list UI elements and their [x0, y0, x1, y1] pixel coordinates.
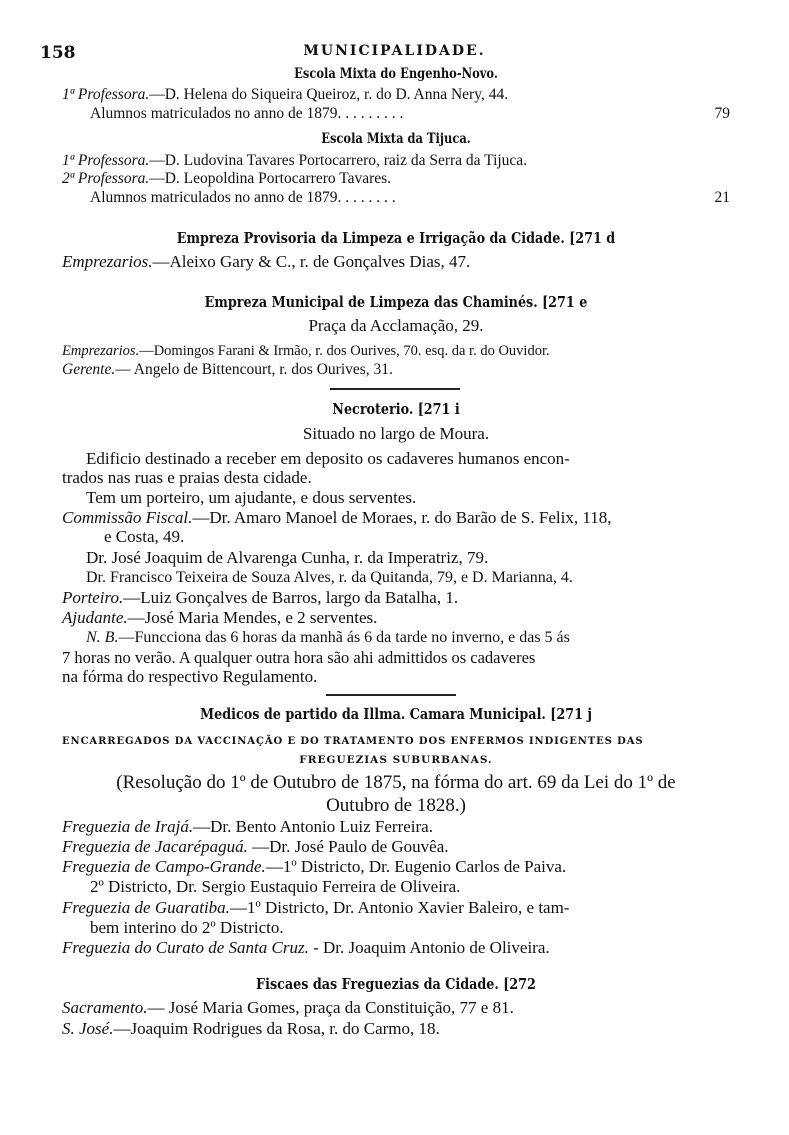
entry-label: Freguezia de Guaratiba.	[62, 898, 230, 917]
entry-line	[62, 361, 730, 379]
entry-label: Freguezia do Curato de Santa Cruz.	[62, 938, 309, 957]
running-head: MUNICIPALIDADE.	[303, 43, 486, 59]
entry-line	[62, 609, 730, 627]
heading-text: Empreza Municipal de Limpeza das Chaminés. [271 e	[204, 293, 588, 311]
paragraph-text: na fórma do respectivo Regulamento.	[62, 667, 318, 686]
entry-label: Sacramento.	[62, 998, 148, 1017]
entry-text: —D. Ludovina Tavares Portocarrero, raiz da Serra da Tijuca.	[149, 152, 528, 169]
heading-text: Medicos de partido da Illma. Camara Municipal. [271 j	[199, 705, 592, 723]
entry-label: Porteiro.	[62, 588, 124, 607]
entry-line	[62, 253, 730, 271]
entry-line	[86, 569, 754, 587]
entry-text: —D. Leopoldina Portocarrero Tavares.	[149, 170, 392, 187]
subheading-text: FREGUEZIAS SUBURBANAS.	[299, 754, 493, 766]
entry-line	[62, 170, 730, 188]
entry-line	[104, 528, 772, 546]
entry-label: N. B.	[86, 629, 119, 646]
heading-text: Escola Mixta da Tijuca.	[321, 131, 471, 147]
subheading	[62, 751, 730, 769]
entry-text: - Dr. Joaquim Antonio de Oliveira.	[308, 938, 550, 957]
subheading	[62, 733, 730, 751]
entry-line	[62, 838, 730, 856]
paragraph-text: Edificio destinado a receber em deposito os cadaveres humanos encon-	[86, 449, 570, 468]
section-heading	[112, 229, 680, 247]
page-number: 158	[40, 43, 76, 63]
entry-line	[62, 86, 730, 104]
entry-text: —Domingos Farani & Irmão, r. dos Ourives, 70. esq. da r. do Ouvidor.	[139, 343, 550, 359]
entry-text: —D. Helena do Siqueira Queiroz, r. do D. Anna Nery, 44.	[149, 86, 509, 103]
entry-text: —Dr. José Paulo de Gouvêa.	[247, 837, 449, 856]
address-text: Situado no largo de Moura.	[302, 424, 490, 443]
entry-label: Emprezarios.	[62, 252, 153, 271]
entry-text: —1º Districto, Dr. Antonio Xavier Baleiro, e tam-	[229, 898, 570, 917]
section-divider	[330, 388, 460, 390]
entry-text: — José Maria Gomes, praça da Constituição, 77 e 81.	[147, 998, 514, 1017]
entry-text: Dr. Francisco Teixeira de Souza Alves, r. da Quitanda, 79, e D. Marianna, 4.	[86, 569, 573, 586]
entry-text: — Angelo de Bittencourt, r. dos Ourives, 31.	[115, 361, 393, 378]
entry-text: —Aleixo Gary & C., r. de Gonçalves Dias, 47.	[152, 252, 471, 271]
resolution-text: Outubro de 1828.)	[326, 795, 466, 816]
paragraph-text: Tem um porteiro, um ajudante, e dous serventes.	[86, 488, 417, 507]
heading-text: Escola Mixta do Engenho-Novo.	[294, 66, 498, 82]
resolution-line	[62, 795, 730, 817]
count-value: 21	[714, 189, 730, 206]
entry-text: 2º Districto, Dr. Sergio Eustaquio Ferreira de Oliveira.	[90, 877, 461, 896]
entry-text: —Joaquim Rodrigues da Rosa, r. do Carmo, 18.	[113, 1019, 440, 1038]
address-line	[62, 317, 730, 335]
entry-text: —1º Districto, Dr. Eugenio Carlos de Paiva.	[265, 857, 567, 876]
entry-label: Freguezia de Irajá.	[62, 817, 194, 836]
entry-line	[62, 858, 730, 876]
count-value: 79	[714, 105, 730, 122]
paragraph-text: 7 horas no verão. A qualquer outra hora são ahi admittidos os cadaveres	[62, 648, 536, 667]
entry-label: Commissão Fiscal.	[62, 508, 193, 527]
section-heading	[112, 400, 680, 418]
entry-text: Alumnos matriculados no anno de 1879. . . . . . . .	[90, 189, 396, 206]
entry-line	[62, 152, 730, 170]
paragraph-line	[86, 489, 754, 507]
entry-line	[86, 629, 754, 647]
entry-label: 1ª Professora.	[62, 152, 150, 169]
paragraph-text: trados nas ruas e praias desta cidade.	[62, 468, 312, 487]
entry-line	[90, 189, 730, 207]
paragraph-line	[86, 450, 754, 468]
resolution-text: (Resolução do 1º de Outubro de 1875, na fórma do art. 69 da Lei do 1º de	[116, 772, 676, 793]
paragraph-line	[62, 649, 730, 667]
resolution-line	[62, 772, 730, 794]
entry-text: —Dr. Amaro Manoel de Moraes, r. do Barão de S. Felix, 118,	[192, 508, 612, 527]
entry-text: e Costa, 49.	[104, 527, 185, 546]
heading-text: Fiscaes das Freguezias da Cidade. [272	[256, 975, 536, 993]
entry-label: Ajudante.	[62, 608, 128, 627]
entry-line	[86, 549, 754, 567]
entry-label: Freguezia de Jacarépaguá.	[62, 837, 248, 856]
entry-line	[62, 342, 730, 360]
address-line	[62, 425, 730, 443]
entry-line	[90, 105, 730, 123]
paragraph-line	[62, 469, 730, 487]
heading-text: Necroterio. [271 i	[332, 400, 460, 418]
entry-line	[62, 509, 730, 527]
entry-label: 1ª Professora.	[62, 86, 150, 103]
entry-text: Dr. José Joaquim de Alvarenga Cunha, r. da Imperatriz, 79.	[86, 548, 489, 567]
subheading-text: ENCARREGADOS DA VACCINAÇÃO E DO TRATAMENTO DOS ENFERMOS INDIGENTES DAS	[62, 736, 644, 747]
section-heading	[112, 975, 680, 993]
section-heading	[112, 705, 680, 723]
address-text: Praça da Acclamação, 29.	[308, 316, 484, 335]
entry-line	[90, 919, 758, 937]
entry-label: Gerente.	[62, 361, 116, 378]
entry-line	[90, 878, 758, 896]
section-divider	[326, 694, 456, 696]
paragraph-line	[62, 668, 730, 686]
entry-text: —Luiz Gonçalves de Barros, largo da Batalha, 1.	[123, 588, 459, 607]
entry-line	[62, 818, 730, 836]
entry-label: Emprezarios.	[62, 343, 140, 359]
entry-text: Alumnos matriculados no anno de 1879. . . . . . . . .	[90, 105, 404, 122]
entry-line	[62, 899, 730, 917]
entry-line	[62, 999, 730, 1017]
entry-text: —Dr. Bento Antonio Luiz Ferreira.	[193, 817, 433, 836]
entry-text: bem interino do 2º Districto.	[90, 918, 284, 937]
entry-line	[62, 1020, 730, 1038]
entry-label: 2ª Professora.	[62, 170, 150, 187]
entry-text: —Funcciona das 6 horas da manhã ás 6 da tarde no inverno, e das 5 ás	[118, 629, 570, 646]
section-heading	[112, 293, 680, 311]
section-heading	[112, 65, 680, 83]
section-heading	[112, 130, 680, 148]
entry-label: Freguezia de Campo-Grande.	[62, 857, 266, 876]
entry-label: S. José.	[62, 1019, 114, 1038]
entry-line	[62, 589, 730, 607]
entry-line	[62, 939, 730, 957]
entry-text: —José Maria Mendes, e 2 serventes.	[127, 608, 378, 627]
heading-text: Empreza Provisoria da Limpeza e Irrigação da Cidade. [271 d	[176, 229, 616, 247]
